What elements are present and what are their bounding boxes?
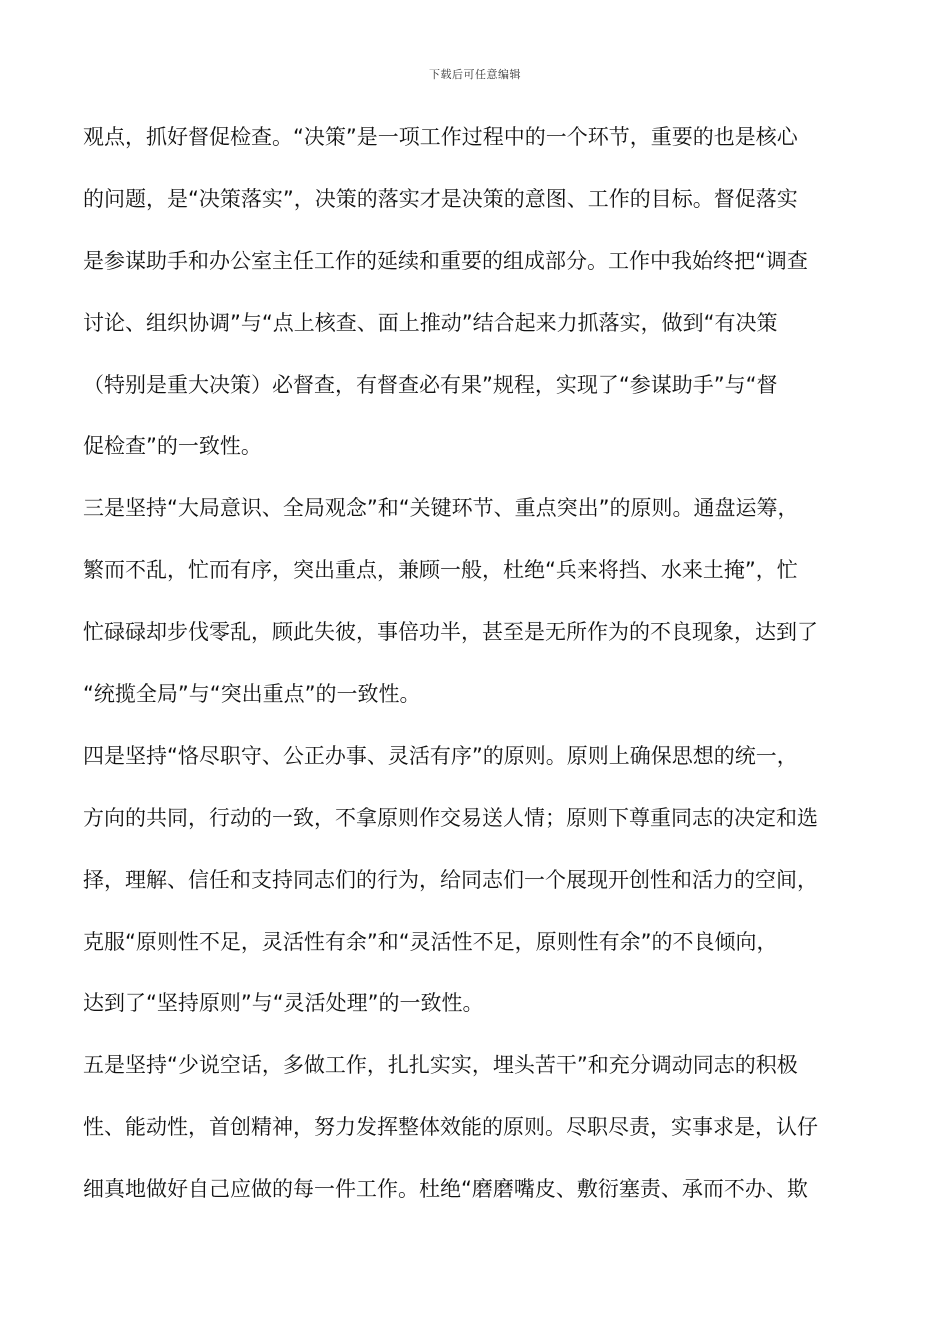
text-line: 克服“原则性不足，灵活性有余”和“灵活性不足，原则性有余”的不良倾向， [83, 929, 778, 954]
text-line: 细真地做好自己应做的每一件工作。杜绝“磨磨嘴皮、敷衍塞责、承而不办、欺 [83, 1177, 808, 1202]
text-line: 性、能动性，首创精神，努力发挥整体效能的原则。尽职尽责，实事求是，认仔 [83, 1115, 818, 1140]
document-body [83, 117, 883, 1231]
page-header: 下载后可任意编辑 [429, 68, 521, 81]
text-line: 择，理解、信任和支持同志们的行为，给同志们一个展现开创性和活力的空间， [83, 867, 818, 892]
text-line: 是参谋助手和办公室主任工作的延续和重要的组成部分。工作中我始终把“调查 [83, 248, 808, 273]
text-line: “统揽全局”与“突出重点”的一致性。 [83, 682, 421, 707]
text-line: 观点，抓好督促检查。“决策”是一项工作过程中的一个环节，重要的也是核心 [83, 125, 798, 149]
text-line: 的问题，是“决策落实”，决策的落实才是决策的意图、工作的目标。督促落实 [83, 186, 798, 211]
text-line: 繁而不乱，忙而有序，突出重点，兼顾一般，杜绝“兵来将挡、水来土掩”，忙 [83, 558, 798, 583]
text-line: 讨论、组织协调”与“点上核查、面上推动”结合起来力抓落实，做到“有决策 [83, 310, 778, 335]
text-line: （特别是重大决策）必督查，有督查必有果”规程，实现了“参谋助手”与“督 [83, 372, 778, 397]
text-line: 促检查”的一致性。 [83, 434, 262, 459]
text-line: 方向的共同，行动的一致，不拿原则作交易送人情；原则下尊重同志的决定和选 [83, 805, 818, 830]
text-line: 五是坚持“少说空话，多做工作，扎扎实实，埋头苦干”和充分调动同志的积极 [83, 1053, 798, 1078]
text-line: 四是坚持“恪尽职守、公正办事、灵活有序”的原则。原则上确保思想的统一， [83, 743, 798, 768]
text-line: 忙碌碌却步伐零乱，顾此失彼，事倍功半，甚至是无所作为的不良现象，达到了 [83, 620, 818, 645]
text-line: 达到了“坚持原则”与“灵活处理”的一致性。 [83, 991, 484, 1016]
text-line: 三是坚持“大局意识、全局观念”和“关键环节、重点突出”的原则。通盘运筹， [83, 496, 799, 521]
